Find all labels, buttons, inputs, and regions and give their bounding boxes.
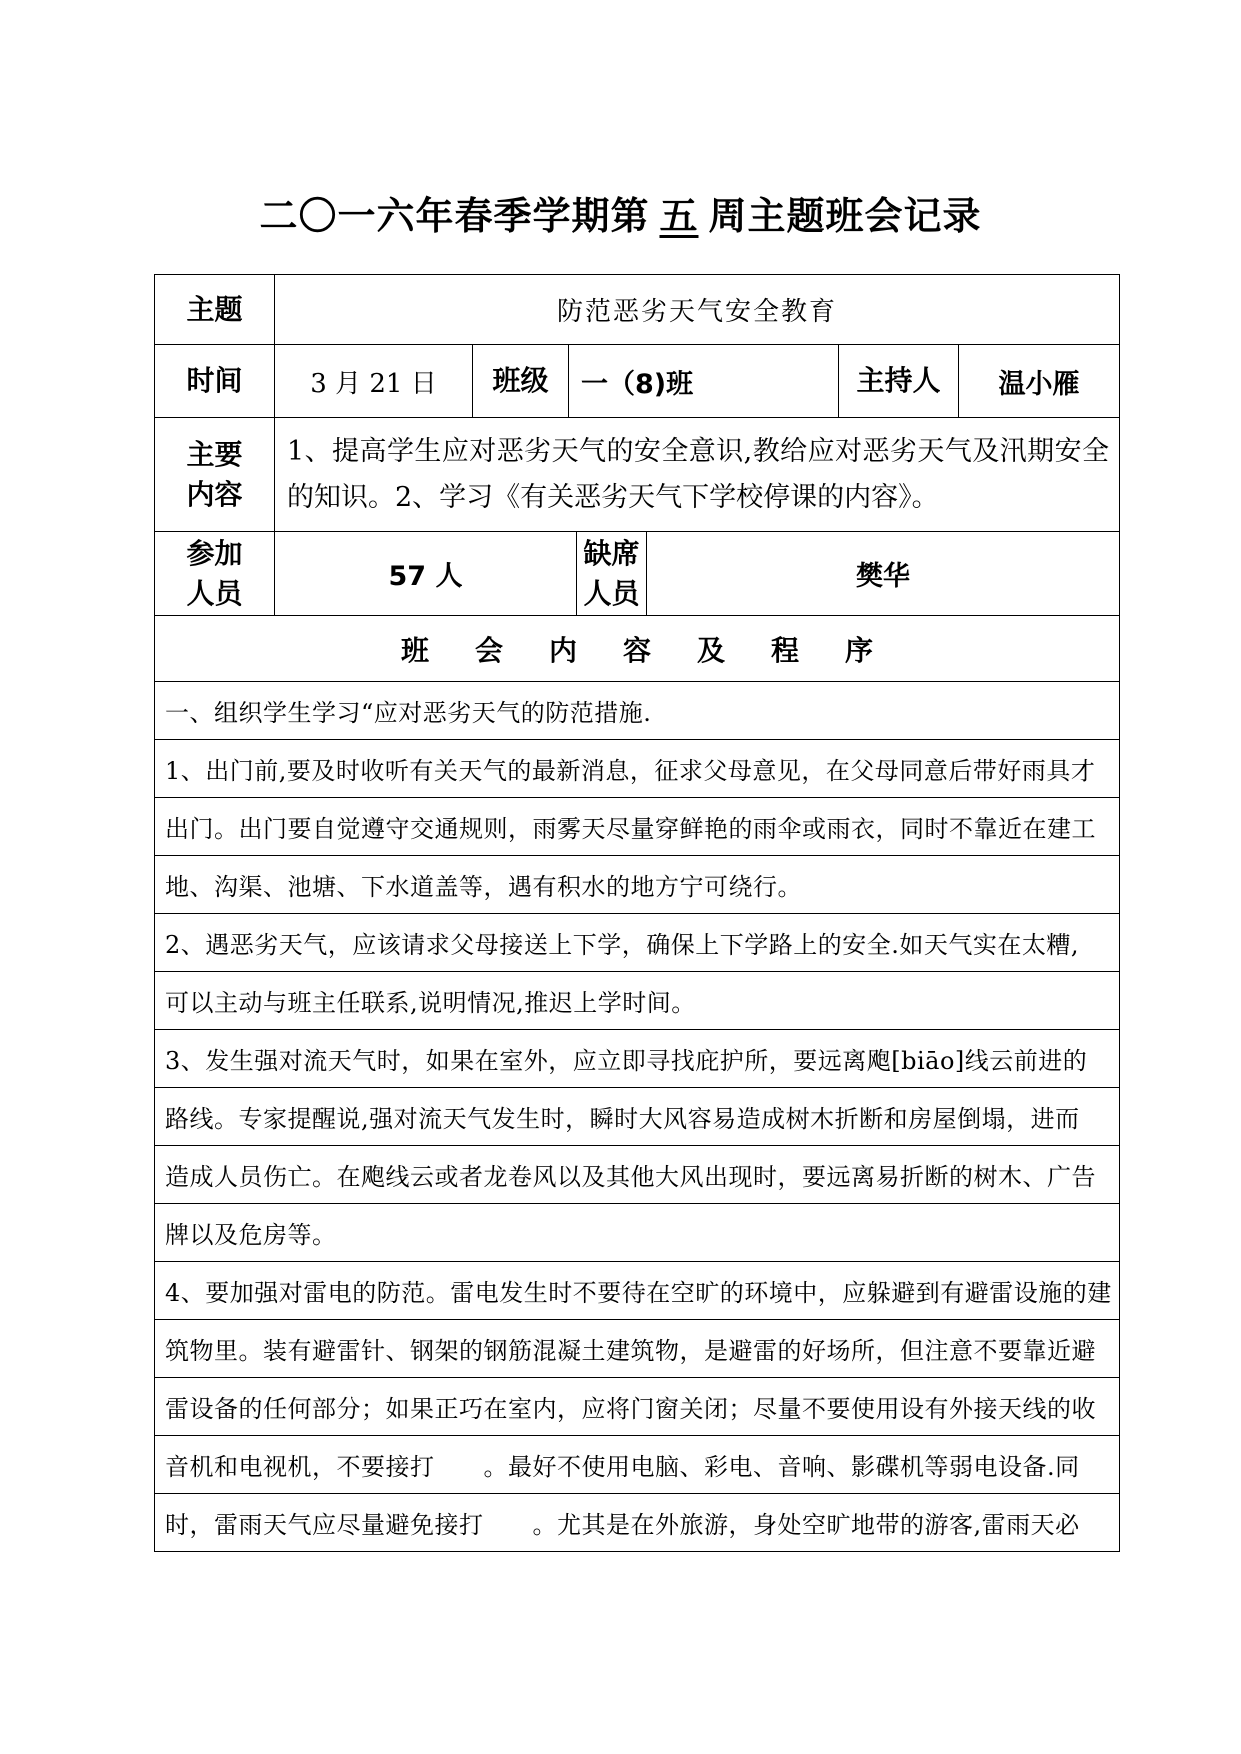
content-line	[155, 740, 1120, 798]
content-line-text: 4、要加强对雷电的防范。雷电发生时不要待在空旷的环境中，应躲避到有避雷设施的建	[155, 1262, 1120, 1320]
time-row	[155, 345, 1120, 418]
class-label: 班级	[473, 345, 569, 418]
class-value: 一（8)班	[569, 345, 839, 418]
content-line	[155, 1436, 1120, 1494]
content-line	[155, 856, 1120, 914]
content-line	[155, 1146, 1120, 1204]
title-suffix: 周主题班会记录	[708, 194, 982, 238]
content-line	[155, 1494, 1120, 1552]
title-prefix: 二〇一六年春季学期第	[259, 194, 650, 238]
content-line	[155, 972, 1120, 1030]
content-line-text: 一、组织学生学习“应对恶劣天气的防范措施.	[155, 682, 1120, 740]
content-line	[155, 1320, 1120, 1378]
topic-row	[155, 275, 1120, 345]
meeting-record-table	[154, 274, 1120, 1552]
time-value: 3 月 21 日	[275, 345, 473, 418]
attendees-label	[155, 532, 275, 616]
content-line-text: 可以主动与班主任联系,说明情况,推迟上学时间。	[155, 972, 1120, 1030]
attendees-label-line1: 参加	[186, 536, 243, 570]
host-value: 温小雁	[959, 345, 1120, 418]
topic-label: 主题	[155, 275, 275, 345]
main-content-value: 1、提高学生应对恶劣天气的安全意识,教给应对恶劣天气及汛期安全的知识。2、学习《有关恶劣天气下学校停课的内容》。	[275, 418, 1120, 532]
content-line	[155, 1088, 1120, 1146]
content-line-text: 造成人员伤亡。在飑线云或者龙卷风以及其他大风出现时，要远离易折断的树木、广告	[155, 1146, 1120, 1204]
content-line-text: 雷设备的任何部分；如果正巧在室内，应将门窗关闭；尽量不要使用设有外接天线的收	[155, 1378, 1120, 1436]
absent-label	[577, 532, 647, 616]
topic-value: 防范恶劣天气安全教育	[275, 275, 1120, 345]
content-line	[155, 798, 1120, 856]
main-content-label	[155, 418, 275, 532]
absent-value: 樊华	[647, 532, 1120, 616]
content-line	[155, 914, 1120, 972]
time-label: 时间	[155, 345, 275, 418]
absent-label-line2: 人员	[583, 576, 640, 610]
content-line-text: 牌以及危房等。	[155, 1204, 1120, 1262]
attendees-value: 57 人	[275, 532, 577, 616]
page-title	[0, 185, 1241, 240]
content-line	[155, 1030, 1120, 1088]
content-line-text: 音机和电视机，不要接打 。最好不使用电脑、彩电、音响、影碟机等弱电设备.同	[155, 1436, 1120, 1494]
main-content-row	[155, 418, 1120, 532]
content-line-text: 路线。专家提醒说,强对流天气发生时，瞬时大风容易造成树木折断和房屋倒塌，进而	[155, 1088, 1120, 1146]
content-line	[155, 1378, 1120, 1436]
content-line	[155, 1262, 1120, 1320]
content-line	[155, 1204, 1120, 1262]
absent-label-line1: 缺席	[583, 536, 640, 570]
content-line-text: 时，雷雨天气应尽量避免接打 。尤其是在外旅游，身处空旷地带的游客,雷雨天必	[155, 1494, 1120, 1552]
content-line-text: 2、遇恶劣天气，应该请求父母接送上下学，确保上下学路上的安全.如天气实在太糟,	[155, 914, 1120, 972]
section-heading: 班会内容及程序	[155, 616, 1120, 682]
main-content-label-line2: 内容	[186, 477, 243, 511]
section-heading-row	[155, 616, 1120, 682]
attendance-row	[155, 532, 1120, 616]
main-content-label-line1: 主要	[186, 437, 243, 471]
title-week: 五	[659, 194, 699, 238]
host-label: 主持人	[839, 345, 959, 418]
content-line-text: 地、沟渠、池塘、下水道盖等，遇有积水的地方宁可绕行。	[155, 856, 1120, 914]
content-line-text: 1、出门前,要及时收听有关天气的最新消息，征求父母意见，在父母同意后带好雨具才	[155, 740, 1120, 798]
content-line	[155, 682, 1120, 740]
content-line-text: 筑物里。装有避雷针、钢架的钢筋混凝土建筑物，是避雷的好场所，但注意不要靠近避	[155, 1320, 1120, 1378]
content-line-text: 3、发生强对流天气时，如果在室外，应立即寻找庇护所，要远离飑[biāo]线云前进的	[155, 1030, 1120, 1088]
attendees-label-line2: 人员	[186, 576, 243, 610]
content-line-text: 出门。出门要自觉遵守交通规则，雨雾天尽量穿鲜艳的雨伞或雨衣，同时不靠近在建工	[155, 798, 1120, 856]
